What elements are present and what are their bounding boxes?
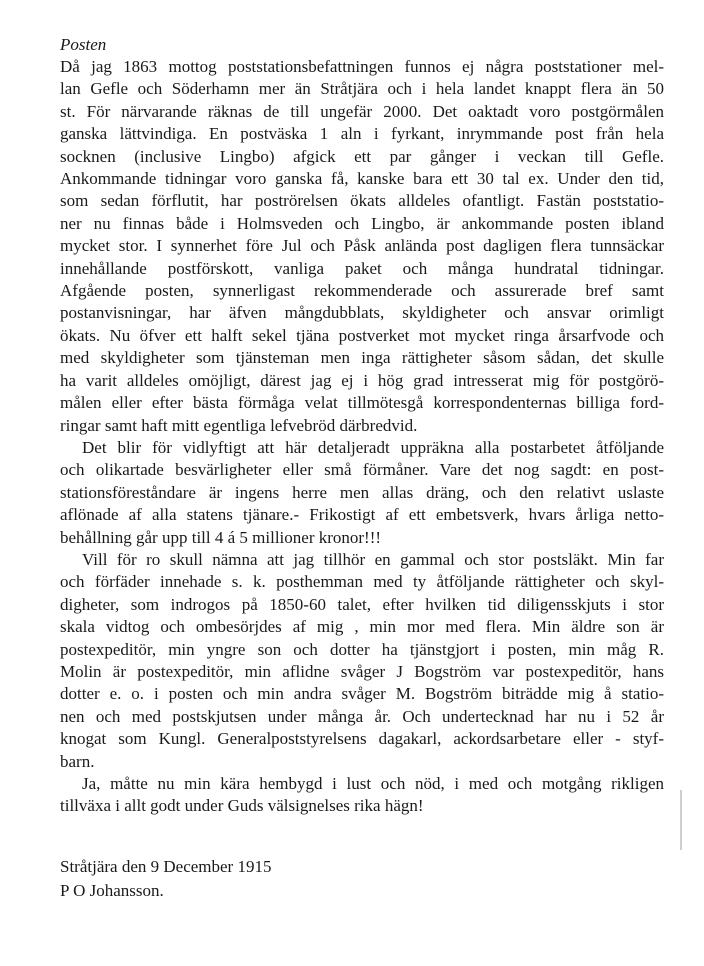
- text-line: Då jag 1863 mottog poststationsbefattningen funnos ej några poststationer mel-: [60, 57, 664, 76]
- text-line: dotter e. o. i posten och min andra svåger M. Bogström biträdde mig å statio-: [60, 684, 664, 704]
- text-line: digheter, som indrogos på 1850-60 talet, efter hvilken tid diligensskjuts i stor: [60, 594, 664, 614]
- document-title: Posten: [60, 35, 107, 54]
- text-line: skala vidtog och ombesörjdes af mig , min mor med flera. Min äldre son är: [60, 617, 664, 637]
- signature-name: P O Johansson.: [60, 880, 164, 900]
- text-line: lan Gefle och Söderhamn mer än Stråtjära och i hela landet knappt flera än 50: [60, 79, 664, 99]
- text-line: postexpeditör, min yngre son och dotter ha tjänstgjort i posten, min måg R.: [60, 639, 664, 659]
- text-line: ringar samt haft mitt egentliga lefvebröd därbredvid.: [60, 415, 418, 435]
- text-line: aflönade af alla statens tjänare.- Frikostigt af ett embetsverk, hvars årliga netto-: [60, 505, 664, 525]
- paragraph-2: [60, 437, 664, 549]
- signature-spacer: [60, 818, 664, 855]
- text-line: mycket stor. I synnerhet före Jul och Påsk anlända post dagligen flera tunnsäckar: [60, 236, 664, 256]
- paragraph-3: [60, 549, 664, 773]
- text-line: och förfäder innehade s. k. posthemman med ty åtföljande rättigheter och skyl-: [60, 572, 664, 592]
- text-line: ganska lättvindiga. En postväska 1 aln i fyrkant, inrymmande post från hela: [60, 124, 664, 144]
- text-line: Vill för ro skull nämna att jag tillhör en gammal och stor postsläkt. Min far: [82, 549, 664, 569]
- scan-margin-mark: [680, 790, 682, 850]
- text-line: postanvisningar, har äfven mångdubblats, skyldigheter och ansvar orimligt: [60, 303, 664, 323]
- text-line: Det blir för vidlyftigt att här detaljeradt uppräkna alla postarbetet åtföljande: [82, 437, 664, 457]
- text-line: tillväxa i allt godt under Guds välsignelses rika hägn!: [60, 796, 424, 816]
- text-line: som sedan förflutit, har poströrelsen ökats alldeles ofantligt. Fastän poststatio-: [60, 191, 664, 211]
- text-line: med skyldigheter som tjänsteman men inga rättigheter såsom sådan, det skulle: [60, 348, 664, 368]
- signature-place-date: Stråtjära den 9 December 1915: [60, 856, 272, 876]
- text-line: nen och med postskjutsen under många år. Och undertecknad har nu i 52 år: [60, 706, 664, 726]
- text-line: socknen (inclusive Lingbo) afgick ett par gånger i veckan till Gefle.: [60, 146, 664, 166]
- text-line: ha varit alldeles omöjligt, därest jag ej i hög grad intresserat mig för postgörö-: [60, 370, 664, 390]
- text-line: knogat som Kungl. Generalpoststyrelsens dagakarl, ackordsarbetare eller - styf-: [60, 729, 664, 749]
- text-line: målen eller efter bästa förmåga velat tillmötesgå korrespondenternas billiga ford-: [60, 393, 664, 413]
- text-line: ner nu finnas både i Holmsveden och Lingbo, är ankommande posten ibland: [60, 213, 664, 233]
- text-line: Ja, måtte nu min kära hembygd i lust och nöd, i med och motgång rikligen: [82, 774, 664, 793]
- text-line: stationsföreståndare är ingens herre men allas dräng, och den relativt uslaste: [60, 482, 664, 502]
- text-line: Molin är postexpeditör, min aflidne svåger J Bogström var postexpeditör, hans: [60, 661, 664, 681]
- paragraph-4: [60, 773, 664, 818]
- paragraph-1: [60, 56, 664, 437]
- text-line: och olikartade besvärligheter eller små förmåner. Vare det nog sagdt: en post-: [60, 460, 664, 480]
- text-line: barn.: [60, 751, 95, 771]
- text-line: st. För närvarande räknas de till ungefär 2000. Det oaktadt voro postgörmålen: [60, 101, 664, 121]
- text-line: innehållande postförskott, vanliga paket och många hundratal tidningar.: [60, 258, 664, 278]
- text-line: Afgående posten, synnerligast rekommenderade och assurerade bref samt: [60, 281, 664, 301]
- signature-block: [60, 855, 664, 903]
- text-line: Ankommande tidningar voro ganska få, kanske bara ett 30 tal ex. Under den tid,: [60, 169, 664, 189]
- text-line: ökats. Nu öfver ett halft sekel tjäna postverket mot mycket ringa årsarfvode och: [60, 325, 664, 345]
- text-line: behållning går upp till 4 á 5 millioner kronor!!!: [60, 527, 382, 547]
- document-page: [60, 34, 664, 903]
